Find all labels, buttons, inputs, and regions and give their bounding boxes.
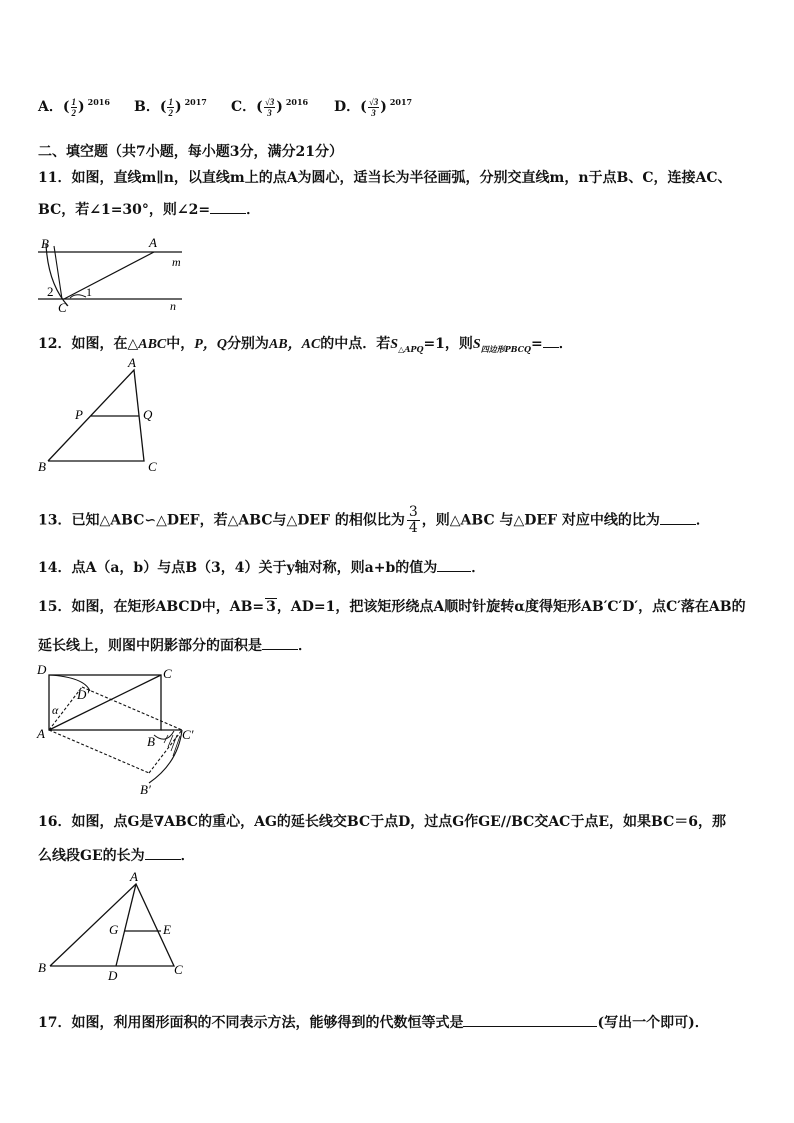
q11-label-a: A — [149, 235, 157, 250]
q15-label-bprime: B′ — [140, 782, 151, 797]
q13-answer-blank — [660, 512, 696, 525]
q12-label-b: B — [38, 459, 46, 474]
q15-line1: 15．如图，在矩形ABCD中，AB= 3，AD=1，把该矩形绕点A顺时针旋转α度得矩形AB′C′D′，点C′落在AB的 — [38, 599, 746, 615]
q16-line2: 么线段GE的长为 ． — [38, 848, 195, 864]
q16-label-g: G — [109, 922, 119, 937]
q17-line: 17．如图，利用图形面积的不同表示方法，能够得到的代数恒等式是 (写出一个即可)． — [38, 1015, 709, 1031]
q12-answer-blank — [543, 335, 559, 348]
q15-label-cprime: C′ — [182, 727, 194, 742]
q15-label-b: B — [147, 734, 155, 749]
option-b: B．( $\frac{1}{2}$ ) $^{2017}$ — [134, 96, 207, 118]
q11-line1: 11．如图，直线m∥n，以直线m上的点A为圆心，适当长为半径画弧，分别交直线m，n于点B、C，连接AC、 — [38, 170, 732, 186]
q14-line: 14．点A（a，b）与点B（3，4）关于y轴对称，则a+b的值为 ． — [38, 560, 486, 576]
q13-line: 13．已知△ABC∽△DEF，若△ABC与△DEF 的相似比为 $\frac{3}{4}$ ，则△ABC 与△DEF 对应中线的比为 ． — [38, 504, 710, 536]
q16-figure — [34, 870, 194, 984]
option-c: C．( $\frac{√3}{3}$ ) $^{2016}$ — [231, 96, 309, 118]
q15-label-dprime: D′ — [77, 687, 90, 702]
q11-label-n: n — [170, 299, 176, 313]
q16-label-b: B — [38, 960, 46, 975]
q15-label-c: C — [163, 666, 172, 681]
q12-line: 12．如图，在△ABC中，P，Q分别为AB，AC的中点．若$S_{\triangle APQ}=1$，则$S_{四边形PBCQ}=$ ． — [38, 336, 573, 354]
q12-label-a: A — [128, 355, 136, 370]
q14-answer-blank — [437, 559, 471, 572]
q16-answer-blank — [145, 847, 181, 860]
q16-label-e: E — [163, 922, 171, 937]
q12-figure — [34, 355, 164, 476]
q16-label-a: A — [130, 869, 138, 884]
q12-label-c: C — [148, 459, 157, 474]
q12-label-p: P — [75, 407, 83, 422]
q12-label-q: Q — [143, 407, 153, 422]
q16-label-c: C — [174, 962, 183, 977]
q11-label-2: 2 — [47, 284, 54, 299]
option-d: D．( $\frac{√3}{3}$ ) $^{2017}$ — [334, 96, 413, 118]
q15-line2: 延长线上，则图中阴影部分的面积是 ． — [38, 638, 312, 654]
q15-figure — [34, 663, 204, 799]
q11-label-b: B — [41, 236, 49, 251]
q17-answer-blank — [463, 1014, 597, 1027]
section-header: 二、填空题（共7小题，每小题3分，满分21分） — [38, 144, 343, 160]
q15-label-a: A — [37, 726, 45, 741]
q16-line1: 16．如图，点G是∇ABC的重心，AG的延长线交BC于点D，过点G作GE∕∕BC交AC于点E，如果BC＝6，那 — [38, 814, 726, 830]
q15-answer-blank — [262, 637, 298, 650]
option-a: A．( $\frac{1}{2}$ ) $^{2016}$ — [38, 96, 110, 118]
q11-label-m: m — [172, 255, 181, 269]
q11-figure — [34, 232, 194, 314]
q15-label-d: D — [37, 662, 47, 677]
q11-label-1: 1 — [86, 285, 92, 299]
q11-line2: BC，若∠1=30°，则∠2= ． — [38, 202, 261, 218]
q11-answer-blank — [210, 201, 246, 214]
q15-label-alpha: α — [52, 703, 59, 717]
q11-label-c: C — [58, 300, 67, 315]
q16-label-d: D — [108, 968, 118, 983]
